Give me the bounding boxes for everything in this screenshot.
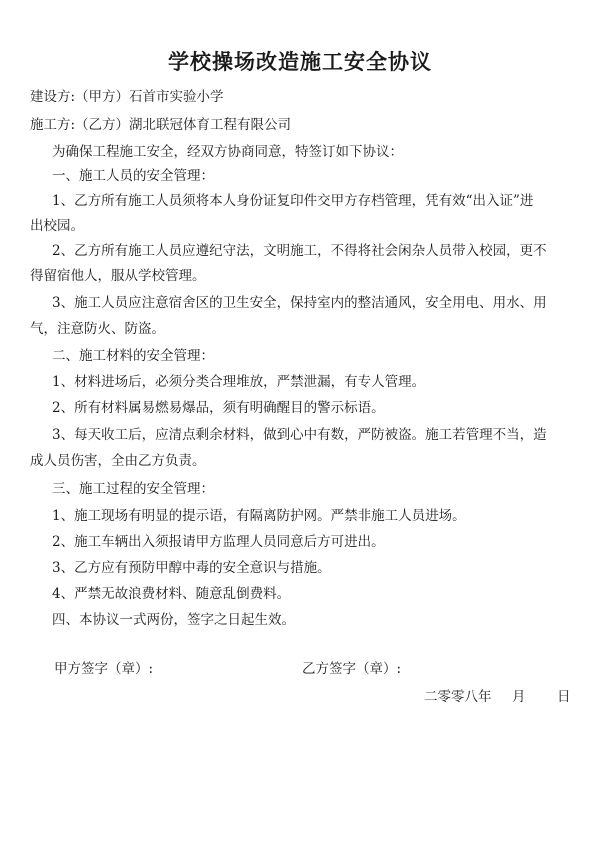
party-a-line: 建设方:（甲方）石首市实验小学 bbox=[30, 89, 224, 105]
section-3-item-4: 4、严禁无故浪费材料、随意乱倒费料。 bbox=[52, 586, 291, 602]
section-1-item-1: 1、乙方所有施工人员须将本人身份证复印件交甲方存档管理，凭有效“出入证”进 bbox=[52, 193, 534, 209]
section-1-heading: 一、施工人员的安全管理： bbox=[52, 168, 214, 184]
section-3-item-2: 2、施工车辆出入须报请甲方监理人员同意后方可进出。 bbox=[52, 534, 385, 550]
section-2-item-2: 2、所有材料属易燃易爆品，须有明确醒目的警示标语。 bbox=[52, 400, 385, 416]
section-2-heading: 二、施工材料的安全管理： bbox=[52, 348, 214, 364]
section-1-item-2: 2、乙方所有施工人员应遵纪守法，文明施工，不得将社会闲杂人员带入校园，更不 bbox=[52, 243, 547, 259]
section-2-item-1: 1、材料进场后，必须分类合理堆放，严禁泄漏，有专人管理。 bbox=[52, 374, 426, 390]
section-1-item-3-cont: 气，注意防火、防盗。 bbox=[30, 321, 165, 337]
intro-paragraph: 为确保工程施工安全，经双方协商同意，特签订如下协议： bbox=[52, 144, 403, 160]
party-b-line: 施工方:（乙方）湖北联冠体育工程有限公司 bbox=[30, 117, 292, 133]
section-1-item-3: 3、施工人员应注意宿舍区的卫生安全，保持室内的整洁通风，安全用电、用水、用 bbox=[52, 295, 547, 311]
section-2-item-3-cont: 成人员伤害，全由乙方负责。 bbox=[30, 453, 206, 469]
party-b-signature-label: 乙方签字（章）: bbox=[302, 661, 402, 677]
section-2-item-3: 3、每天收工后，应清点剩余材料，做到心中有数，严防被盗。施工若管理不当，造 bbox=[52, 427, 547, 443]
date-day: 日 bbox=[557, 689, 571, 705]
date-year: 二零零八年 bbox=[424, 689, 492, 705]
section-4-clause: 四、本协议一式两份，签字之日起生效。 bbox=[52, 612, 295, 628]
section-3-item-3: 3、乙方应有预防甲醇中毒的安全意识与措施。 bbox=[52, 560, 331, 576]
party-a-signature-label: 甲方签字（章）: bbox=[54, 661, 154, 677]
section-1-item-1-cont: 出校园。 bbox=[30, 218, 84, 234]
document-title: 学校操场改造施工安全协议 bbox=[168, 49, 432, 74]
section-3-heading: 三、施工过程的安全管理： bbox=[52, 481, 214, 497]
section-1-item-2-cont: 得留宿他人，服从学校管理。 bbox=[30, 268, 206, 284]
section-3-item-1: 1、施工现场有明显的提示语，有隔离防护网。严禁非施工人员进场。 bbox=[52, 508, 466, 524]
date-month: 月 bbox=[512, 689, 526, 705]
